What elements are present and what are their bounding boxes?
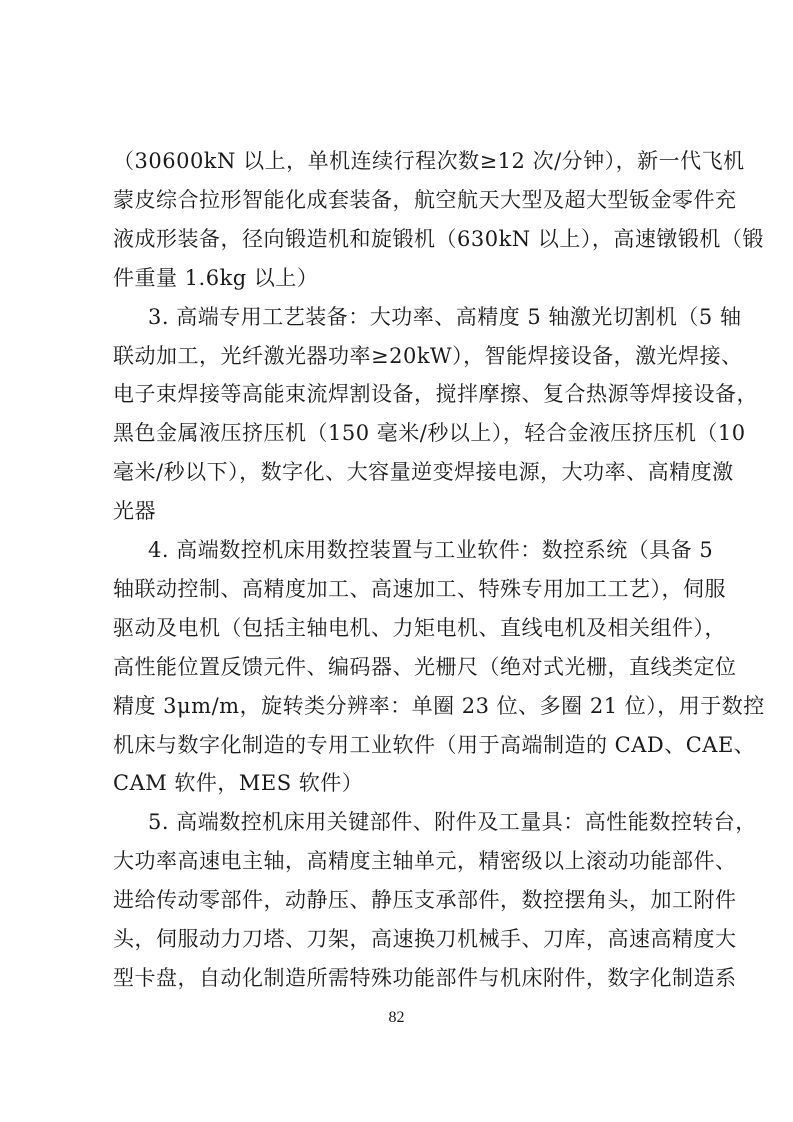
text-line: 型卡盘，自动化制造所需特殊功能部件与机床附件，数字化制造系 bbox=[113, 966, 737, 990]
text-line: 毫米/秒以下），数字化、大容量逆变焊接电源，大功率、高精度激 bbox=[113, 460, 734, 484]
text-line: （30600kN 以上，单机连续行程次数≥12 次/分钟），新一代飞机 bbox=[113, 149, 745, 173]
text-line: 进给传动零部件，动静压、静压支承部件，数控摆角头，加工附件 bbox=[113, 888, 737, 912]
text-line: 电子束焊接等高能束流焊割设备，搅拌摩擦、复合热源等焊接设备， bbox=[113, 382, 758, 406]
text-line: 头，伺服动力刀塔、刀架，高速换刀机械手、刀库，高速高精度大 bbox=[113, 927, 737, 951]
text-line: 黑色金属液压挤压机（150 毫米/秒以上），轻合金液压挤压机（10 bbox=[113, 421, 746, 445]
text-line: 大功率高速电主轴，高精度主轴单元，精密级以上滚动功能部件、 bbox=[113, 849, 737, 873]
text-line: 轴联动控制、高精度加工、高速加工、特殊专用加工工艺），伺服 bbox=[113, 577, 726, 601]
paragraph-3-first-line: 3. 高端专用工艺装备：大功率、高精度 5 轴激光切割机（5 轴 bbox=[148, 305, 742, 329]
page-number: 82 bbox=[388, 1009, 405, 1026]
text-line: 件重量 1.6kg 以上） bbox=[113, 266, 319, 290]
text-line: 高性能位置反馈元件、编码器、光栅尺（绝对式光栅，直线类定位 bbox=[113, 655, 737, 679]
text-line: 联动加工，光纤激光器功率≥20kW），智能焊接设备，激光焊接、 bbox=[113, 344, 743, 368]
text-line: 液成形装备，径向锻造机和旋锻机（630kN 以上），高速镦锻机（锻 bbox=[113, 227, 764, 251]
text-line: 驱动及电机（包括主轴电机、力矩电机、直线电机及相关组件）， bbox=[113, 616, 726, 640]
paragraph-5-first-line: 5. 高端数控机床用关键部件、附件及工量具：高性能数控转台， bbox=[148, 810, 757, 834]
text-line: CAM 软件，MES 软件） bbox=[113, 771, 364, 795]
text-line: 机床与数字化制造的专用工业软件（用于高端制造的 CAD、CAE、 bbox=[113, 733, 756, 757]
paragraph-4-first-line: 4. 高端数控机床用数控装置与工业软件：数控系统（具备 5 bbox=[148, 538, 714, 562]
text-line: 蒙皮综合拉形智能化成套装备，航空航天大型及超大型钣金零件充 bbox=[113, 188, 737, 212]
text-line: 光器 bbox=[113, 499, 156, 523]
text-line: 精度 3μm/m，旋转类分辨率：单圈 23 位、多圈 21 位），用于数控 bbox=[113, 694, 765, 718]
